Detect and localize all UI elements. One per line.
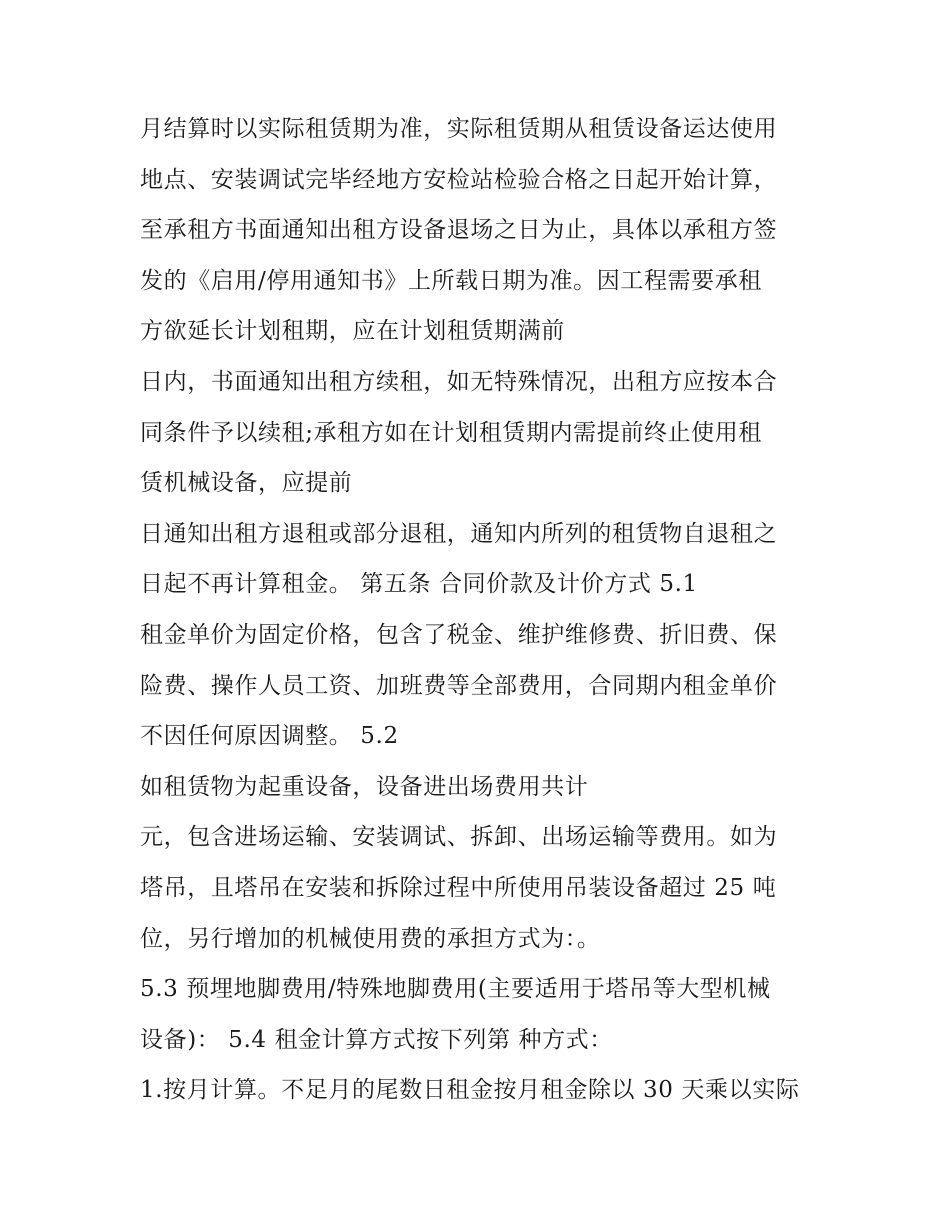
text-line: 险费、操作人员工资、加班费等全部费用，合同期内租金单价 (140, 672, 778, 699)
text-line: 日内，书面通知出租方续租，如无特殊情况，出租方应按本合 (140, 368, 778, 395)
text-line: 塔吊，且塔吊在安装和拆除过程中所使用吊装设备超过 25 吨 (140, 874, 777, 901)
text-line: 发的《启用/停用通知书》上所载日期为准。因工程需要承租 (140, 267, 762, 294)
text-line: 设备)： 5.4 租金计算方式按下列第 种方式： (140, 1026, 613, 1053)
text-line: 方欲延长计划租期，应在计划租赁期满前 (140, 318, 565, 345)
text-line: 同条件予以续租;承租方如在计划租赁期内需提前终止使用租 (140, 419, 762, 446)
text-line: 元，包含进场运输、安装调试、拆卸、出场运输等费用。如为 (140, 824, 778, 851)
text-line: 月结算时以实际租赁期为准，实际租赁期从租赁设备运达使用 (140, 116, 778, 142)
text-line: 至承租方书面通知出租方设备退场之日为止，具体以承租方签 (140, 217, 778, 244)
text-line: 日起不再计算租金。 第五条 合同价款及计价方式 5.1 (140, 571, 698, 598)
contract-text-body (140, 104, 830, 1116)
text-line: 地点、安装调试完毕经地方安检站检验合格之日起开始计算， (140, 166, 778, 193)
text-line: 5.3 预埋地脚费用/特殊地脚费用(主要适用于塔吊等大型机械 (140, 976, 771, 1003)
text-line: 不因任何原因调整。 5.2 (140, 723, 399, 750)
text-line: 赁机械设备，应提前 (140, 470, 353, 497)
text-line: 位，另行增加的机械使用费的承担方式为：。 (140, 925, 601, 952)
text-line: 1.按月计算。不足月的尾数日租金按月租金除以 30 天乘以实际 (140, 1077, 800, 1104)
text-line: 如租赁物为起重设备，设备进出场费用共计 (140, 773, 589, 800)
text-line: 租金单价为固定价格，包含了税金、维护维修费、折旧费、保 (140, 621, 778, 648)
text-line: 日通知出租方退租或部分退租，通知内所列的租赁物自退租之 (140, 520, 778, 547)
